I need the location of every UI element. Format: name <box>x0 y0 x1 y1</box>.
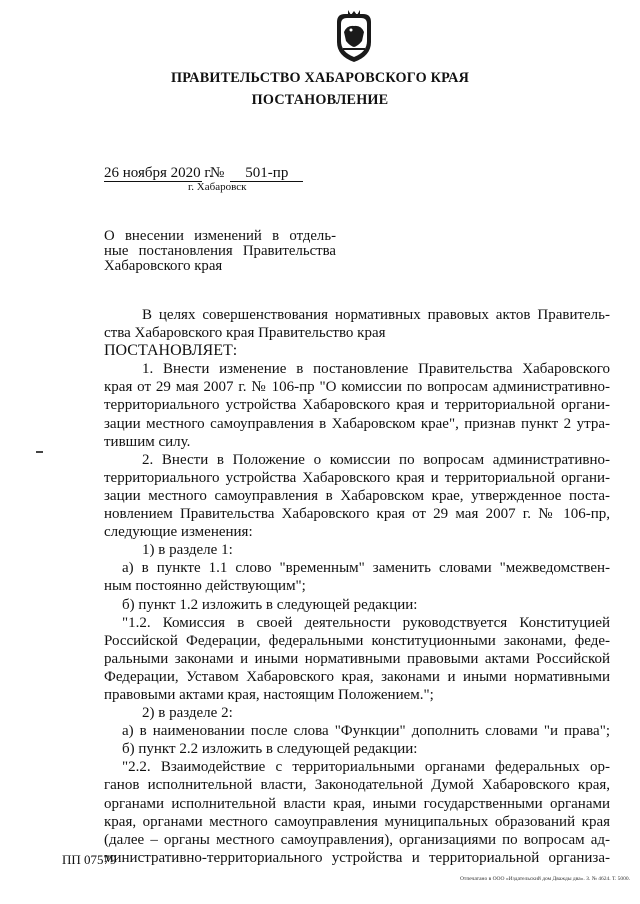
body-line: 1. Внести изменение в постановление Правительства Хабаровского <box>142 361 610 378</box>
body-line: территориального устройства Хабаровского края и территориальной органи- <box>104 397 610 414</box>
print-imprint: Отпечатано в ООО «Издательский дом Дважды два». З. № 4624. Т. 5000. <box>459 876 630 882</box>
body-line: а) в пункте 1.1 слово "временным" заменить словами "межведомствен- <box>122 560 610 577</box>
body-line: края, органами местного самоуправления муниципальных образований края <box>104 813 610 830</box>
body-line: Федерации, Уставом Хабаровского края, законами и иными нормативными <box>104 668 610 685</box>
body-line: ным постоянно действующим"; <box>104 578 306 595</box>
body-line: зации местного самоуправления в Хабаровском крае, утвержденное поста- <box>104 487 610 504</box>
subject-line: Хабаровского края <box>104 258 223 274</box>
body-line: правовыми актами края, настоящим Положением."; <box>104 686 434 703</box>
body-line: ПОСТАНОВЛЯЕТ: <box>104 342 238 360</box>
body-line: "2.2. Взаимодействие с территориальными органами федеральных ор- <box>122 759 610 776</box>
body-line: Российской Федерации, федеральными конституционными законами, феде- <box>104 632 610 649</box>
body-line: края от 29 мая 2007 г. № 106-пр "О комиссии по вопросам административно- <box>104 379 610 396</box>
body-line: тившим силу. <box>104 433 191 450</box>
body-line: 1) в разделе 1: <box>142 542 233 559</box>
subject-block <box>104 229 336 274</box>
document-body <box>104 306 610 867</box>
body-line: 2) в разделе 2: <box>142 705 233 722</box>
body-line: ганов исполнительной власти, Законодательной Думой Хабаровского края, <box>104 777 610 794</box>
document-number: 501-пр <box>230 166 303 182</box>
body-line: новлением Правительства Хабаровского края от 29 мая 2007 г. № 106-пр, <box>104 506 610 523</box>
document-type: ПОСТАНОВЛЕНИЕ <box>251 92 389 108</box>
number-sign: № <box>210 165 225 181</box>
document-date: 26 ноября 2020 г. <box>104 165 213 181</box>
body-line: ства Хабаровского края Правительство края <box>104 325 386 342</box>
org-title: ПРАВИТЕЛЬСТВО ХАБАРОВСКОГО КРАЯ <box>170 70 470 86</box>
body-line: ральными законами и иными нормативными правовыми актами Российской <box>104 650 610 667</box>
city: г. Хабаровск <box>188 181 247 193</box>
body-line: министративно-территориального устройства и территориальной организа- <box>104 849 610 866</box>
subject-line: ные постановления Правительства <box>104 243 336 259</box>
date-number-line <box>104 165 303 182</box>
coat-of-arms-icon <box>331 8 377 64</box>
body-line: б) пункт 1.2 изложить в следующей редакции: <box>122 596 418 613</box>
subject-line: О внесении изменений в отдель- <box>104 228 336 244</box>
body-line: а) в наименовании после слова "Функции" дополнить словами "и права"; <box>122 723 610 740</box>
form-code: ПП 07579 <box>62 852 117 867</box>
margin-mark <box>36 451 43 453</box>
body-line: В целях совершенствования нормативных правовых актов Правитель- <box>142 307 610 323</box>
body-line: территориального устройства Хабаровского края и территориальной органи- <box>104 469 610 486</box>
body-line: следующие изменения: <box>104 524 253 541</box>
body-line: 2. Внести в Положение о комиссии по вопросам административно- <box>142 451 610 468</box>
body-line: (далее – органы местного самоуправления), организациями по вопросам ад- <box>104 831 610 848</box>
body-line: б) пункт 2.2 изложить в следующей редакции: <box>122 741 418 758</box>
body-line: органами исполнительной власти края, иными государственными органами <box>104 795 610 812</box>
body-line: "1.2. Комиссия в своей деятельности руководствуется Конституцией <box>122 614 610 631</box>
body-line: зации местного самоуправления в Хабаровском крае", признав пункт 2 утра- <box>104 415 610 432</box>
